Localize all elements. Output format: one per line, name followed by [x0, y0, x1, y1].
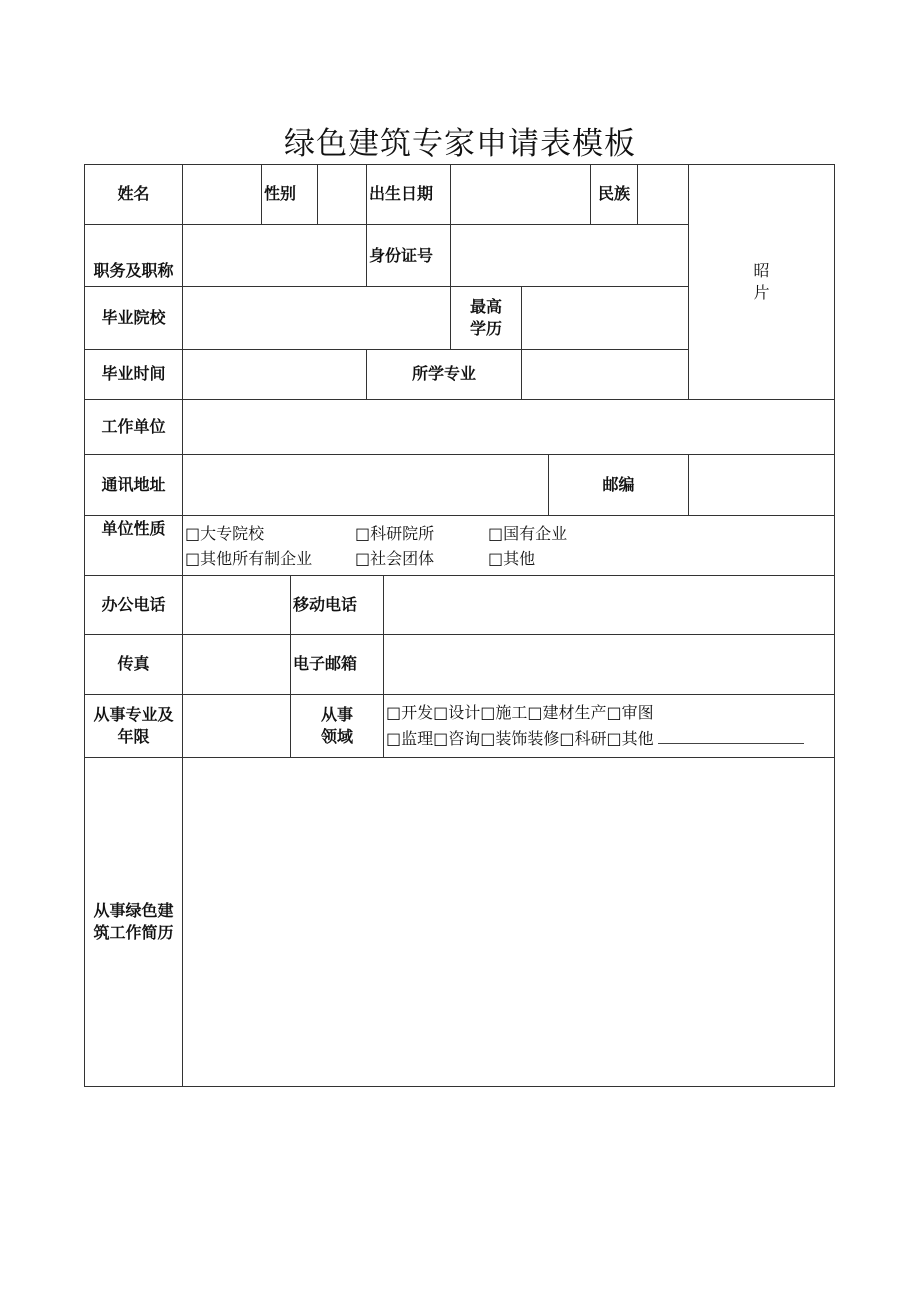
label-resume [84, 757, 183, 1087]
postcode-field[interactable] [688, 454, 835, 516]
label-education [450, 286, 522, 350]
label-postcode: 邮编 [548, 454, 689, 516]
field-options-row-2 [386, 727, 804, 750]
id-number-field[interactable] [450, 224, 689, 287]
label-field-line1: 从事 [320, 704, 353, 724]
label-field-line2: 领域 [320, 727, 353, 746]
resume-field[interactable] [182, 757, 835, 1087]
field-other-blank[interactable] [658, 727, 804, 744]
major-field[interactable] [521, 349, 689, 400]
label-position-title: 职务及职称 [84, 224, 183, 287]
label-specialty-line1: 从事专业及 [93, 704, 174, 724]
label-specialty [84, 694, 183, 758]
label-name: 姓名 [84, 164, 183, 225]
label-email: 电子邮箱 [290, 634, 384, 695]
specialty-field[interactable] [182, 694, 291, 758]
unit-type-row-2 [185, 548, 535, 570]
photo-label-line2: 片 [753, 283, 770, 302]
field-options-row-1[interactable]: □开发□设计□施工□建材生产□审图 [386, 703, 654, 723]
unit-type-row-1 [185, 523, 567, 545]
unit-type-options [182, 515, 835, 576]
photo-area[interactable] [688, 164, 835, 400]
birth-date-field[interactable] [450, 164, 591, 225]
gender-field[interactable] [317, 164, 367, 225]
label-education-line2: 学历 [469, 319, 502, 338]
name-field[interactable] [182, 164, 262, 225]
field-options [383, 694, 835, 758]
label-ethnicity: 民族 [590, 164, 638, 225]
label-mobile: 移动电话 [290, 575, 384, 635]
position-title-field[interactable] [182, 224, 367, 287]
page-title: 绿色建筑专家申请表模板 [284, 126, 636, 162]
label-unit-type: 单位性质 [84, 515, 183, 576]
fax-field[interactable] [182, 634, 291, 695]
email-field[interactable] [383, 634, 835, 695]
ethnicity-field[interactable] [637, 164, 689, 225]
unit-type-option-state-owned[interactable]: □国有企业 [488, 524, 568, 543]
label-id-number: 身份证号 [366, 224, 451, 287]
unit-type-option-other[interactable]: □其他 [488, 549, 536, 569]
field-options-row-2-text[interactable]: □监理□咨询□装饰装修□科研□其他 [386, 728, 654, 748]
label-fax: 传真 [84, 634, 183, 695]
school-field[interactable] [182, 286, 451, 350]
label-specialty-line2: 年限 [117, 727, 150, 746]
unit-type-option-research[interactable]: □科研院所 [355, 524, 435, 543]
unit-type-option-other-enterprise[interactable]: □其他所有制企业 [185, 549, 313, 569]
label-resume-line2: 筑工作简历 [93, 923, 174, 942]
label-resume-line1: 从事绿色建 [93, 900, 174, 920]
work-unit-field[interactable] [182, 399, 835, 455]
label-school: 毕业院校 [84, 286, 183, 350]
label-birth-date: 出生日期 [366, 164, 451, 225]
label-address: 通讯地址 [84, 454, 183, 516]
photo-label-line1: 昭 [753, 260, 770, 280]
office-phone-field[interactable] [182, 575, 291, 635]
label-grad-time: 毕业时间 [84, 349, 183, 400]
label-education-line1: 最高 [469, 296, 502, 316]
grad-time-field[interactable] [182, 349, 367, 400]
mobile-field[interactable] [383, 575, 835, 635]
label-work-unit: 工作单位 [84, 399, 183, 455]
education-field[interactable] [521, 286, 689, 350]
label-field [290, 694, 384, 758]
address-field[interactable] [182, 454, 549, 516]
label-gender: 性别 [261, 164, 318, 225]
application-form-table [84, 164, 835, 1087]
label-office-phone: 办公电话 [84, 575, 183, 635]
unit-type-option-social-group[interactable]: □社会团体 [355, 549, 435, 569]
label-major: 所学专业 [366, 349, 522, 400]
unit-type-option-college[interactable]: □大专院校 [185, 524, 265, 543]
